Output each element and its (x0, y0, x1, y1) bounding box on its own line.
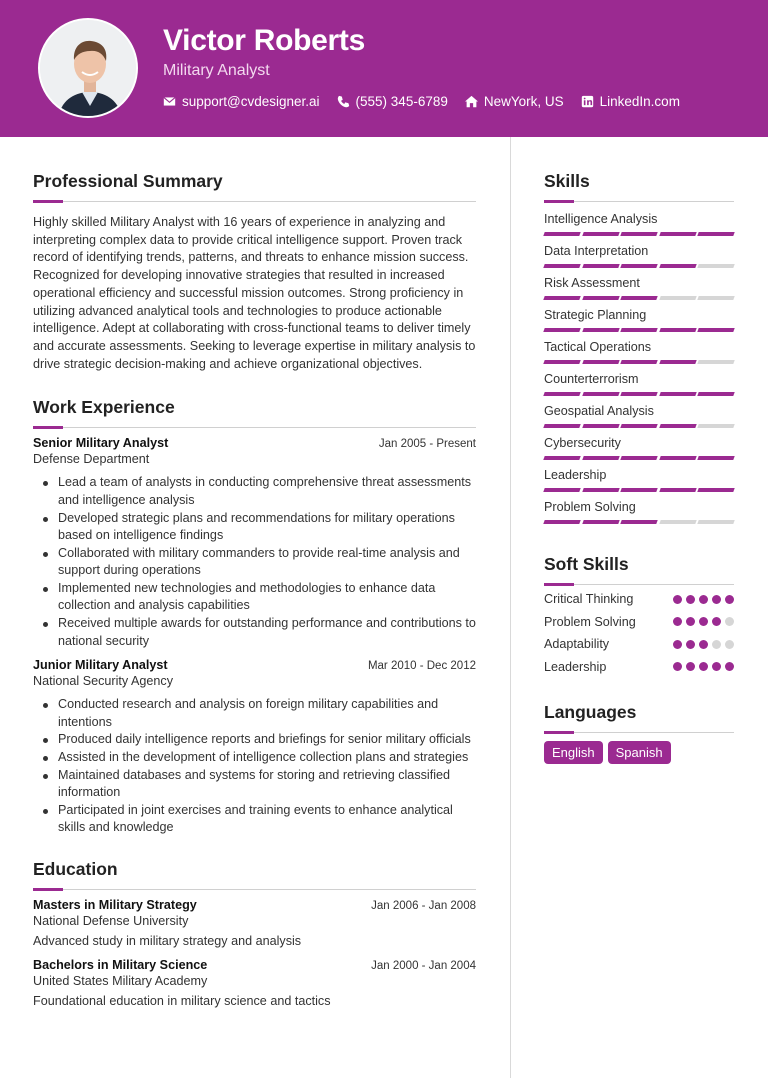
skill-level-segment (659, 424, 696, 428)
skill-level-segment (543, 392, 580, 396)
rating-dot (725, 617, 734, 626)
job-date: Mar 2010 - Dec 2012 (367, 660, 476, 673)
job-bullet: Assisted in the development of intelligence collection plans and strategies (58, 749, 476, 767)
linkedin-icon (581, 95, 594, 108)
skills-list (544, 212, 734, 524)
skill-level-segment (698, 360, 735, 364)
skill-item (544, 436, 734, 460)
soft-skill-row (544, 614, 734, 631)
profile-photo (38, 18, 138, 118)
skill-name: Strategic Planning (544, 308, 647, 322)
job-bullet: Produced daily intelligence reports and briefings for senior military officials (58, 731, 476, 749)
skill-level-segment (620, 456, 657, 460)
skill-level-segment (543, 296, 580, 300)
skill-level-segment (698, 264, 735, 268)
education-date: Jan 2006 - Jan 2008 (371, 900, 476, 913)
job-title: Senior Military Analyst (33, 436, 169, 451)
soft-skills-heading: Soft Skills (544, 554, 629, 574)
main-column (33, 171, 476, 1008)
skill-item (544, 308, 734, 332)
rating-dot (673, 640, 682, 649)
education-section (33, 859, 476, 1008)
skill-level-segment (698, 456, 735, 460)
skill-level-segment (582, 456, 619, 460)
skill-level-bar (544, 392, 734, 396)
skill-level-segment (543, 264, 580, 268)
skill-item (544, 340, 734, 364)
skills-section (544, 171, 734, 524)
rating-dot (699, 662, 708, 671)
skill-level-segment (620, 232, 657, 236)
skill-level-segment (543, 488, 580, 492)
skill-level-bar (544, 520, 734, 524)
skill-name: Tactical Operations (544, 340, 652, 354)
skill-level-segment (659, 328, 696, 332)
skill-level-segment (582, 520, 619, 524)
resume-header (0, 0, 768, 137)
home-icon (465, 95, 478, 108)
skill-level-segment (582, 488, 619, 492)
job-date: Jan 2005 - Present (378, 438, 476, 451)
summary-heading: Professional Summary (33, 171, 223, 191)
skill-level-segment (582, 232, 619, 236)
soft-skill-name: Adaptability (544, 637, 610, 652)
education-entry (33, 958, 476, 1008)
skill-level-segment (659, 520, 696, 524)
degree-title: Bachelors in Military Science (33, 958, 208, 973)
section-rule (544, 200, 734, 202)
summary-text: Highly skilled Military Analyst with 16 years of experience in analyzing and interpreting complex data to provide critical intelligence support. Proven track record of identifying trends, patterns, and threats to enhance mission success. Recognized for developing innovative strategies that resulted in increased operational efficiency and successful mission outcomes. Strong proficiency in utilizing advanced analytical tools and technologies to produce actionable intelligence. Adept at collaborating with cross-functional teams to deliver timely and accurate assessments. Seeking to leverage expertise in military analysis to drive strategic decision-making and achieve organizational objectives. (33, 215, 476, 371)
section-rule (544, 731, 734, 733)
skill-name: Geospatial Analysis (544, 404, 654, 418)
skill-level-segment (620, 328, 657, 332)
skill-item (544, 212, 734, 236)
skill-level-segment (582, 360, 619, 364)
skill-name: Problem Solving (544, 500, 636, 514)
skill-level-segment (582, 392, 619, 396)
rating-dot (673, 595, 682, 604)
rating-dot (725, 595, 734, 604)
contact-linkedin[interactable] (581, 94, 680, 109)
person-photo-icon (40, 20, 138, 118)
column-divider (510, 137, 511, 1078)
rating-dot (712, 662, 721, 671)
soft-skill-row (544, 636, 734, 653)
skill-name: Cybersecurity (544, 436, 621, 450)
contact-list (163, 94, 680, 109)
skill-level-bar (544, 424, 734, 428)
skill-level-segment (620, 392, 657, 396)
skill-level-bar (544, 360, 734, 364)
languages-section (544, 702, 734, 764)
degree-title: Masters in Military Strategy (33, 898, 197, 913)
job-bullet: Collaborated with military commanders to provide real-time analysis and support during operations (58, 545, 476, 580)
skill-level-segment (620, 424, 657, 428)
skill-level-segment (698, 232, 735, 236)
soft-skill-rating (673, 595, 734, 604)
contact-email[interactable] (163, 94, 320, 109)
rating-dot (686, 662, 695, 671)
skill-level-segment (698, 488, 735, 492)
soft-skill-rating (673, 640, 734, 649)
section-rule (33, 888, 476, 890)
job-bullets (33, 696, 476, 837)
education-date: Jan 2000 - Jan 2004 (371, 960, 476, 973)
language-badge: Spanish (608, 741, 671, 764)
skill-level-segment (698, 296, 735, 300)
skill-level-segment (543, 520, 580, 524)
skill-level-segment (543, 232, 580, 236)
phone-icon (337, 95, 350, 108)
candidate-title: Military Analyst (163, 62, 270, 79)
skill-level-segment (698, 328, 735, 332)
school-name: National Defense University (33, 914, 189, 929)
side-column (544, 171, 734, 764)
rating-dot (725, 662, 734, 671)
skill-level-bar (544, 296, 734, 300)
experience-heading: Work Experience (33, 397, 175, 418)
skill-level-segment (620, 296, 657, 300)
skill-level-bar (544, 488, 734, 492)
job-title: Junior Military Analyst (33, 658, 168, 673)
skill-level-segment (543, 424, 580, 428)
skill-item (544, 404, 734, 428)
skill-level-segment (620, 488, 657, 492)
soft-skill-name: Problem Solving (544, 614, 636, 629)
contact-phone-text: (555) 345-6789 (355, 94, 448, 109)
skill-level-segment (620, 360, 657, 364)
skill-name: Counterterrorism (544, 372, 639, 386)
skill-level-segment (659, 296, 696, 300)
job-bullet: Lead a team of analysts in conducting comprehensive threat assessments and intelligence analysis (58, 474, 476, 509)
rating-dot (699, 617, 708, 626)
skill-level-bar (544, 264, 734, 268)
rating-dot (686, 640, 695, 649)
skill-name: Leadership (544, 468, 607, 482)
job-bullet: Maintained databases and systems for storing and retrieving classified information (58, 767, 476, 802)
contact-location-text: NewYork, US (483, 94, 564, 109)
section-rule (33, 200, 476, 202)
rating-dot (725, 640, 734, 649)
soft-skill-name: Critical Thinking (544, 592, 634, 607)
skills-heading: Skills (544, 171, 590, 191)
contact-phone[interactable] (337, 94, 448, 109)
job-org: Defense Department (33, 452, 150, 467)
job-bullet: Implemented new technologies and methodologies to enhance data collection and analysis capabilities (58, 580, 476, 615)
rating-dot (699, 595, 708, 604)
soft-skills-list (544, 591, 734, 675)
rating-dot (686, 617, 695, 626)
section-rule (33, 426, 476, 428)
skill-name: Intelligence Analysis (544, 212, 658, 226)
skill-item (544, 276, 734, 300)
rating-dot (686, 595, 695, 604)
skill-level-segment (659, 392, 696, 396)
skill-level-segment (698, 392, 735, 396)
experience-section (33, 397, 476, 837)
education-desc: Advanced study in military strategy and analysis (33, 934, 302, 949)
skill-name: Risk Assessment (544, 276, 640, 290)
skill-level-segment (659, 360, 696, 364)
job-entry (33, 436, 476, 650)
soft-skills-section (544, 554, 734, 675)
envelope-icon (163, 95, 176, 108)
education-desc: Foundational education in military science and tactics (33, 994, 331, 1009)
soft-skill-row (544, 591, 734, 608)
languages-list (544, 741, 734, 764)
soft-skill-rating (673, 662, 734, 671)
skill-level-segment (698, 520, 735, 524)
skill-level-segment (659, 264, 696, 268)
language-badge: English (544, 741, 603, 764)
skill-level-bar (544, 328, 734, 332)
skill-level-segment (620, 520, 657, 524)
skill-level-segment (582, 328, 619, 332)
soft-skill-row (544, 659, 734, 676)
job-bullet: Received multiple awards for outstanding performance and contributions to national security (58, 615, 476, 650)
skill-level-segment (659, 232, 696, 236)
summary-section (33, 171, 476, 373)
school-name: United States Military Academy (33, 974, 208, 989)
job-bullets (33, 474, 476, 650)
contact-linkedin-text: LinkedIn.com (599, 94, 680, 109)
section-rule (544, 583, 734, 585)
soft-skill-name: Leadership (544, 659, 607, 674)
rating-dot (673, 662, 682, 671)
skill-level-segment (582, 264, 619, 268)
skill-level-segment (543, 360, 580, 364)
skill-item (544, 244, 734, 268)
skill-level-segment (582, 296, 619, 300)
job-bullet: Conducted research and analysis on foreign military capabilities and intentions (58, 696, 476, 731)
rating-dot (712, 640, 721, 649)
job-bullet: Developed strategic plans and recommendations for military operations based on intelligence findings (58, 510, 476, 545)
languages-heading: Languages (544, 702, 637, 722)
rating-dot (673, 617, 682, 626)
skill-level-segment (659, 488, 696, 492)
skill-level-segment (698, 424, 735, 428)
skill-level-segment (582, 424, 619, 428)
rating-dot (712, 595, 721, 604)
skill-name: Data Interpretation (544, 244, 649, 258)
job-org: National Security Agency (33, 674, 174, 689)
job-bullet: Participated in joint exercises and training events to enhance analytical skills and knowledge (58, 802, 476, 837)
education-heading: Education (33, 859, 118, 880)
candidate-name: Victor Roberts (163, 24, 365, 57)
skill-level-segment (659, 456, 696, 460)
soft-skill-rating (673, 617, 734, 626)
skill-level-bar (544, 456, 734, 460)
skill-item (544, 372, 734, 396)
skill-level-segment (543, 328, 580, 332)
skill-level-segment (620, 264, 657, 268)
skill-item (544, 500, 734, 524)
skill-item (544, 468, 734, 492)
contact-location (465, 94, 564, 109)
rating-dot (699, 640, 708, 649)
rating-dot (712, 617, 721, 626)
education-entry (33, 898, 476, 948)
job-entry (33, 658, 476, 837)
contact-email-text: support@cvdesigner.ai (182, 94, 320, 109)
skill-level-bar (544, 232, 734, 236)
skill-level-segment (543, 456, 580, 460)
